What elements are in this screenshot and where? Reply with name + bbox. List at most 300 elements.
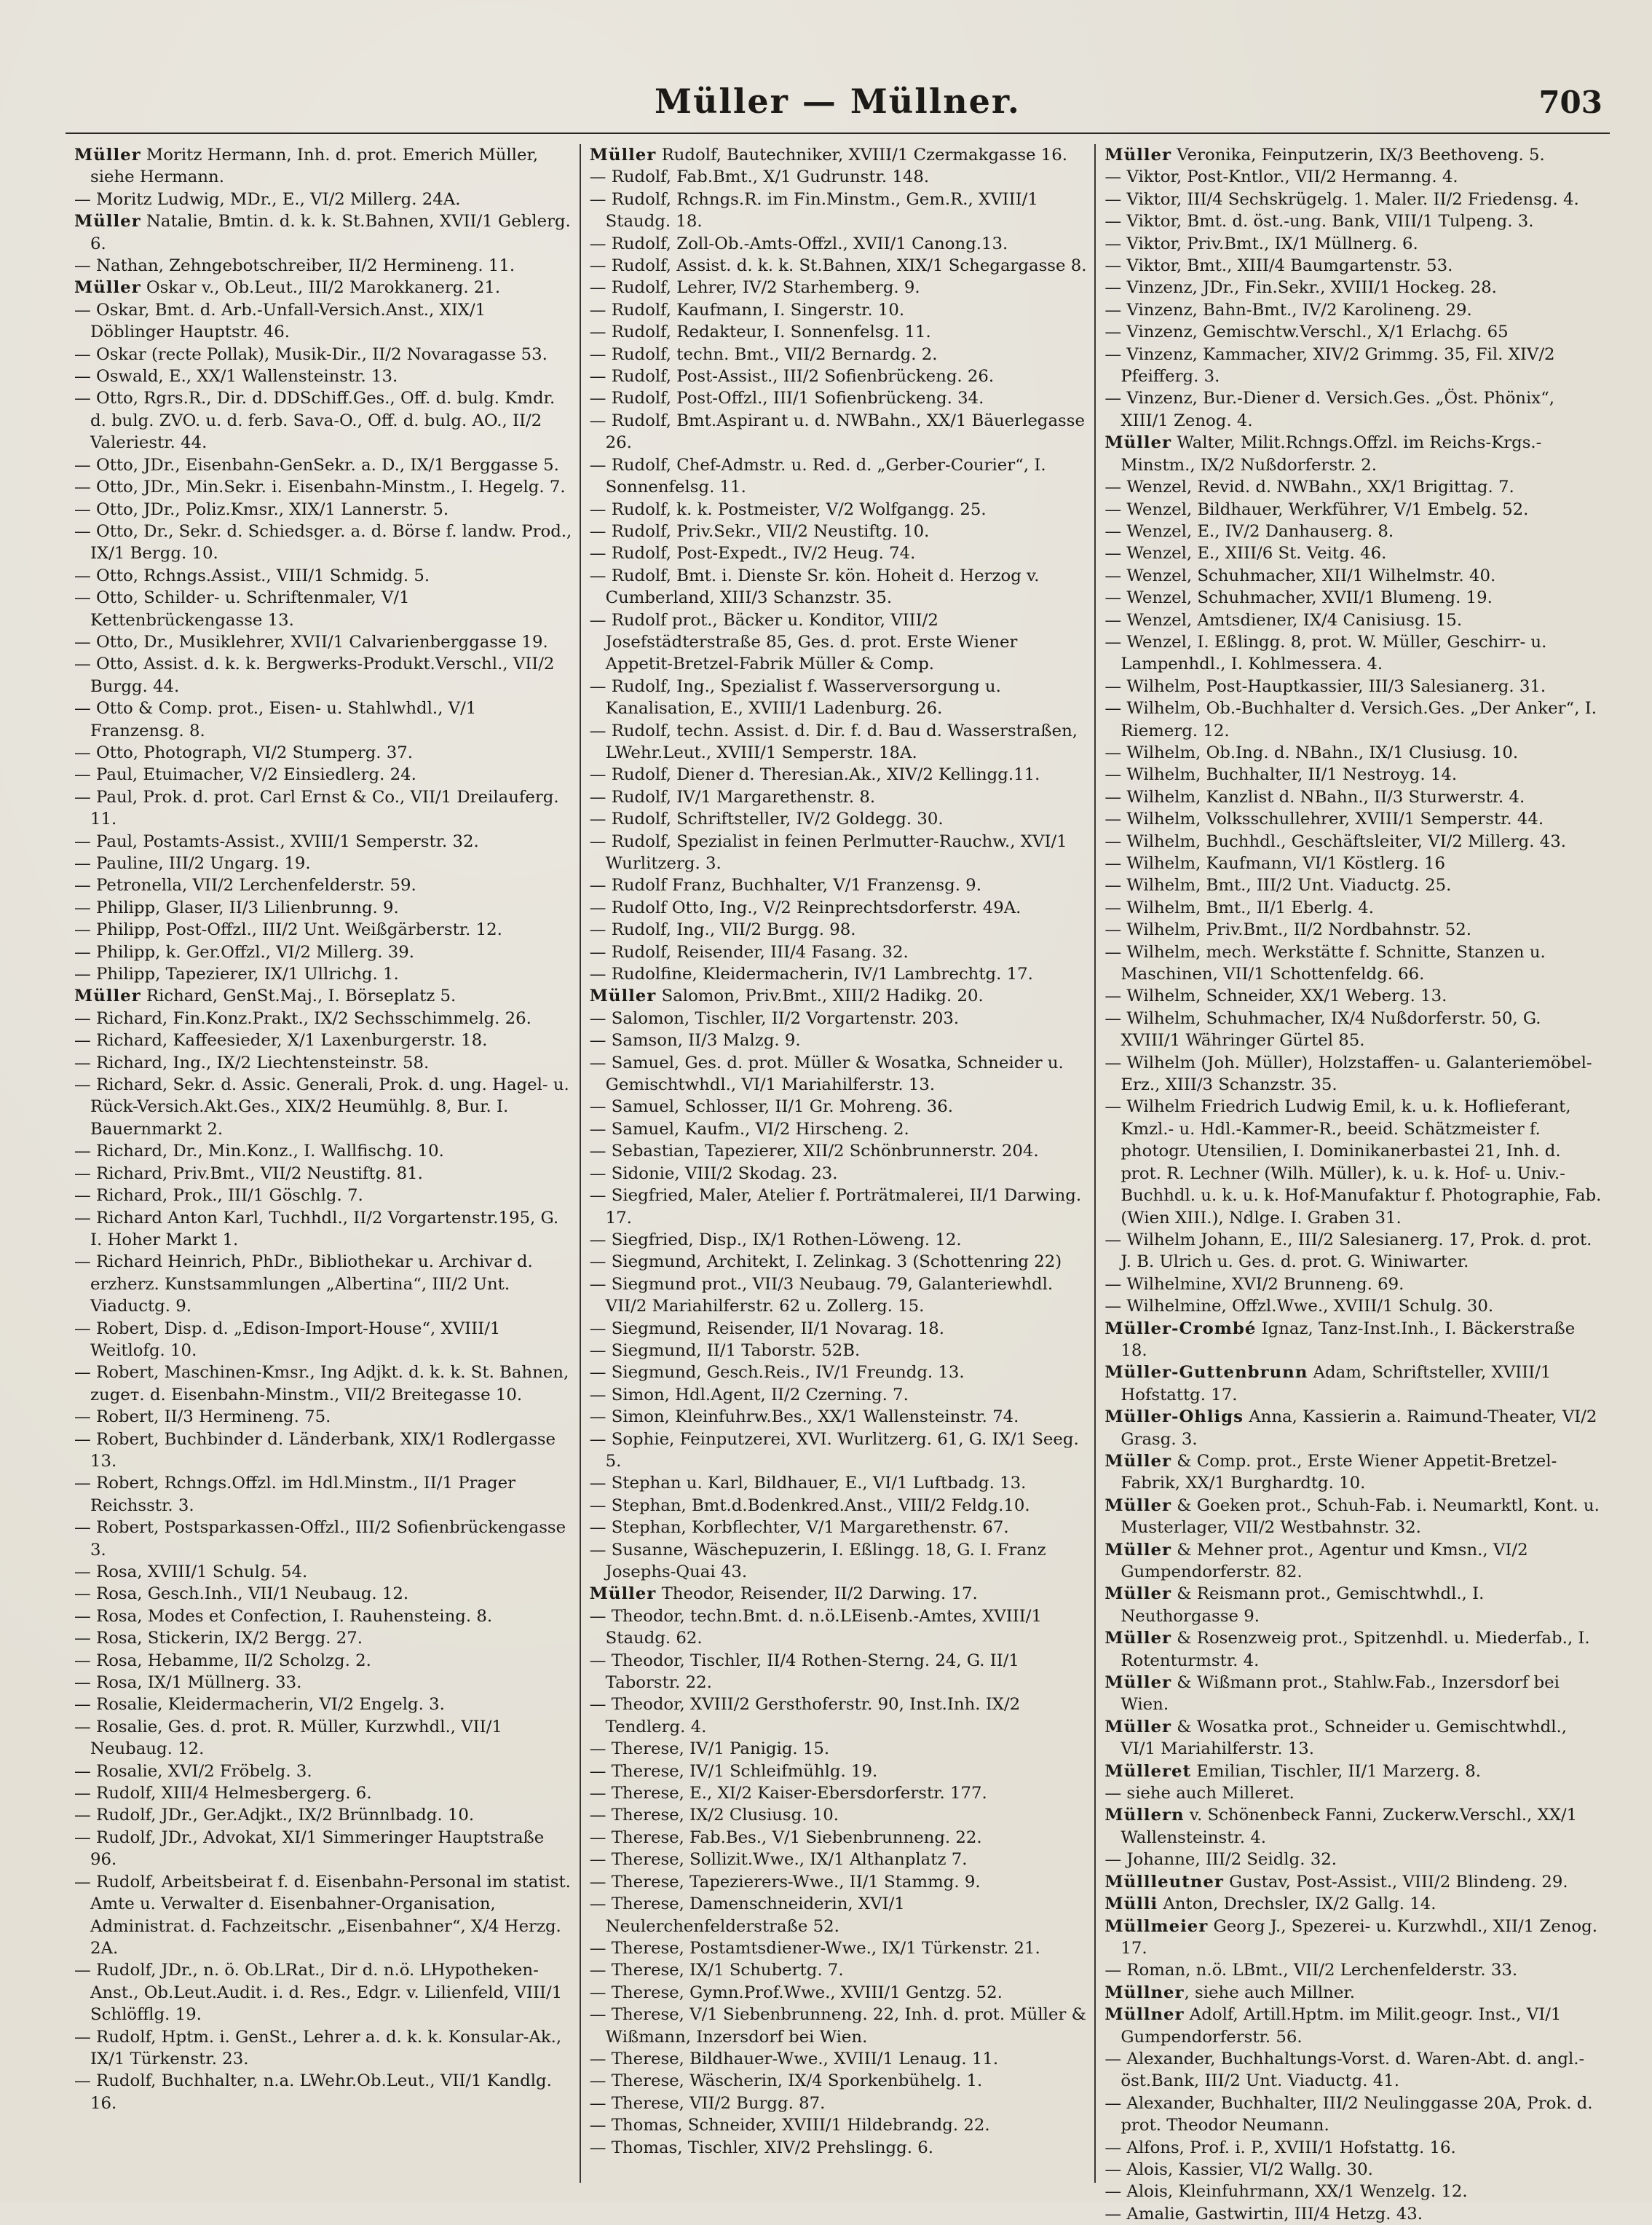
entry-text: — Rudolf, techn. Bmt., VII/2 Bernardg. 2. — [589, 344, 938, 364]
directory-entry — [1103, 1916, 1602, 1960]
entry-text: Emilian, Tischler, II/1 Marzerg. 8. — [1191, 1761, 1481, 1781]
entry-text: — Rudolf, k. k. Postmeister, V/2 Wolfgangg. 25. — [589, 499, 987, 519]
directory-entry — [1103, 1052, 1602, 1096]
entry-text: — Therese, VII/2 Burgg. 87. — [589, 2093, 826, 2113]
entry-text: — Wilhelm, Kanzlist d. NBahn., II/3 Sturwerstr. 4. — [1104, 787, 1525, 807]
directory-columns — [66, 144, 1610, 2224]
directory-entry — [1103, 1716, 1602, 1760]
entry-text: — Vinzenz, Bur.-Diener d. Versich.Ges. „Öst. Phönix“, XIII/1 Zenog. 4. — [1104, 389, 1555, 430]
entry-text: — Johanne, III/2 Seidlg. 32. — [1104, 1850, 1337, 1870]
directory-entry — [588, 1893, 1088, 1937]
directory-entry — [1103, 831, 1602, 853]
entry-text: — Siegmund prot., VII/3 Neubaug. 79, Galanteriewhdl. VII/2 Mariahilferstr. 62 u. Zollerg. 15. — [589, 1274, 1054, 1316]
directory-entry — [1103, 941, 1602, 986]
directory-entry — [588, 1052, 1088, 1096]
entry-text: — Rudolf, Bmt.Aspirant u. d. NWBahn., XX/1 Bäuerlegasse 26. — [589, 411, 1085, 453]
entry-text: Adolf, Artill.Hptm. im Milit.geogr. Inst., VI/1 Gumpendorferstr. 56. — [1121, 2005, 1562, 2047]
entry-text: — Wenzel, Bildhauer, Werkführer, V/1 Embelg. 52. — [1104, 499, 1529, 519]
directory-entry — [588, 1340, 1088, 1362]
directory-entry — [588, 1096, 1088, 1118]
directory-entry — [1103, 1959, 1602, 1981]
directory-entry — [73, 1406, 572, 1428]
directory-entry — [588, 1650, 1088, 1694]
entry-text: — Otto, Schilder- u. Schriftenmaler, V/1 Kettenbrückengasse 13. — [74, 588, 410, 630]
entry-text: — Rudolf, Lehrer, IV/2 Starhemberg. 9. — [589, 278, 920, 298]
entry-text: — Oswald, E., XX/1 Wallensteinstr. 13. — [74, 367, 398, 387]
directory-entry — [1103, 210, 1602, 232]
entry-text: — Rudolfine, Kleidermacherin, IV/1 Lambrechtg. 17. — [589, 965, 1033, 984]
entry-text: — Wilhelm, Schneider, XX/1 Weberg. 13. — [1104, 987, 1447, 1006]
directory-entry — [588, 1782, 1088, 1804]
entry-text: — Vinzenz, Kammacher, XIV/2 Grimmg. 35, Fil. XIV/2 Pfeifferg. 3. — [1104, 344, 1555, 387]
directory-entry — [588, 963, 1088, 985]
directory-entry — [588, 1008, 1088, 1029]
entry-text: — Thomas, Tischler, XIV/2 Prehslingg. 6. — [589, 2138, 933, 2157]
entry-text: — Paul, Etuimacher, V/2 Einsiedlerg. 24. — [74, 765, 416, 785]
entry-text: — Paul, Postamts-Assist., XVIII/1 Semperstr. 32. — [74, 831, 479, 851]
entry-text: — Therese, Postamtsdiener-Wwe., IX/1 Türkenstr. 21. — [589, 1938, 1040, 1958]
entry-text: — Viktor, Priv.Bmt., IX/1 Müllnerg. 6. — [1104, 234, 1418, 253]
entry-text: — Rudolf, JDr., n. ö. Ob.LRat., Dir d. n.ö. LHypotheken-Anst., Ob.Leut.Audit. i. d. Res., Edgr. v. Lilienfeld, VIII/1 Schlöfflg. 19. — [74, 1961, 563, 2025]
directory-entry — [1103, 742, 1602, 764]
directory-entry — [1103, 1362, 1602, 1406]
entry-text: — Rudolf prot., Bäcker u. Konditor, VIII/2 Josefstädterstraße 85, Ges. d. prot. Erste Wiener Appetit-Bretzel-Fabrik Müller & Comp. — [589, 610, 1018, 674]
entry-text: — Richard, Dr., Min.Konz., I. Wallfischg. 10. — [74, 1142, 444, 1161]
entry-text: — Wilhelm, Schuhmacher, IX/4 Nußdorferstr. 50, G. XVIII/1 Währinger Gürtel 85. — [1104, 1008, 1541, 1051]
entry-text: — Rudolf, Ing., VII/2 Burgg. 98. — [589, 920, 856, 940]
directory-entry — [1103, 676, 1602, 697]
entry-text: — Wilhelm, Ob.Ing. d. NBahn., IX/1 Clusiusg. 10. — [1104, 743, 1519, 762]
directory-entry — [1103, 919, 1602, 941]
entry-text: — Rosalie, XVI/2 Fröbelg. 3. — [74, 1761, 312, 1781]
entry-text: — Samuel, Ges. d. prot. Müller & Wosatka, Schneider u. Gemischtwhdl., VI/1 Mariahilferstr. 13. — [589, 1053, 1064, 1095]
entry-text: — Philipp, k. Ger.Offzl., VI/2 Millerg. 39. — [74, 942, 415, 962]
directory-entry — [1103, 344, 1602, 388]
entry-surname: Müller — [74, 987, 141, 1006]
directory-entry — [588, 985, 1088, 1007]
directory-entry — [1103, 2048, 1602, 2092]
directory-entry — [588, 1804, 1088, 1826]
directory-entry — [588, 1849, 1088, 1870]
directory-entry — [73, 786, 572, 831]
entry-text: — Otto, Rchngs.Assist., VIII/1 Schmidg. 5. — [74, 566, 430, 585]
directory-entry — [1103, 476, 1602, 498]
entry-text: & Wißmann prot., Stahlw.Fab., Inzersdorf bei Wien. — [1121, 1673, 1560, 1715]
entry-text: — Richard, Priv.Bmt., VII/2 Neustiftg. 81. — [74, 1163, 423, 1183]
entry-text: — Viktor, Bmt. d. öst.-ung. Bank, VIII/1 Tulpeng. 3. — [1104, 212, 1534, 232]
directory-entry — [588, 1185, 1088, 1229]
entry-text: — Siegmund, Gesch.Reis., IV/1 Freundg. 13. — [589, 1363, 965, 1383]
entry-text: — Wilhelm Friedrich Ludwig Emil, k. u. k. Hoflieferant, Kmzl.- u. Hdl.-Kammer-R., beeid. Schätzmeister f. photogr. Utensilien, I. Dominikanerbastei 21, Inh. d. prot. R. Lechner (Wilh. Müller), k. u. k. Hof- u. Univ.-Buchhdl. u. k. u. k. Hof-Manufaktur f. Photographie, Fab. (Wien XIII.), Ndlge. I. Graben 31. — [1104, 1097, 1602, 1228]
entry-text: — Rosa, XVIII/1 Schulg. 54. — [74, 1562, 308, 1581]
directory-entry — [588, 1539, 1088, 1584]
entry-text: — Alois, Kleinfuhrmann, XX/1 Wenzelg. 12. — [1104, 2182, 1468, 2202]
directory-entry — [588, 1118, 1088, 1140]
directory-entry — [1103, 277, 1602, 299]
directory-entry — [1103, 1627, 1602, 1672]
entry-text: — Rosalie, Ges. d. prot. R. Müller, Kurzwhdl., VII/1 Neubaug. 12. — [74, 1717, 502, 1759]
entry-surname: Mülleret — [1104, 1761, 1192, 1781]
entry-text: — Rudolf, IV/1 Margarethenstr. 8. — [589, 787, 876, 807]
directory-entry — [1103, 1273, 1602, 1295]
entry-text: — Therese, E., XI/2 Kaiser-Ebersdorferstr. 177. — [589, 1784, 987, 1803]
directory-entry — [588, 233, 1088, 255]
entry-text: — Vinzenz, JDr., Fin.Sekr., XVIII/1 Hockeg. 28. — [1104, 278, 1497, 298]
entry-text: — Stephan, Korbflechter, V/1 Margarethenstr. 67. — [589, 1518, 1009, 1538]
directory-entry — [73, 1472, 572, 1517]
entry-text: & Wosatka prot., Schneider u. Gemischtwhdl., VI/1 Mariahilferstr. 13. — [1121, 1717, 1568, 1759]
entry-surname: Müller — [74, 146, 141, 165]
entry-surname: Müller — [74, 278, 141, 298]
entry-text: — Viktor, Bmt., XIII/4 Baumgartenstr. 53. — [1104, 256, 1453, 276]
entry-text: — Rudolf, Chef-Admstr. u. Red. d. „Gerber-Courier“, I. Sonnenfelsg. 11. — [589, 455, 1046, 497]
directory-entry — [588, 410, 1088, 454]
directory-entry — [1103, 1229, 1602, 1273]
directory-entry — [588, 808, 1088, 830]
entry-text: — Rosa, Stickerin, IX/2 Bergg. 27. — [74, 1629, 363, 1648]
directory-entry — [1103, 1982, 1602, 2004]
directory-entry — [1103, 1871, 1602, 1893]
entry-text: Anton, Drechsler, IX/2 Gallg. 14. — [1158, 1894, 1436, 1914]
entry-text: — Rudolf, Schriftsteller, IV/2 Goldegg. 30. — [589, 810, 944, 829]
entry-surname: Müllner — [1104, 1983, 1185, 2002]
directory-entry — [1103, 1295, 1602, 1317]
directory-entry — [588, 919, 1088, 941]
directory-entry — [588, 1605, 1088, 1650]
directory-entry — [73, 1318, 572, 1362]
entry-surname: Müller — [589, 1584, 657, 1604]
entry-text: — Wilhelmine, XVI/2 Brunneng. 69. — [1104, 1274, 1404, 1294]
entry-text: Rudolf, Bautechniker, XVIII/1 Czermakgasse 16. — [656, 146, 1068, 165]
entry-surname: Müllern — [1104, 1806, 1185, 1825]
directory-entry — [588, 542, 1088, 564]
entry-text: — Wenzel, Revid. d. NWBahn., XX/1 Brigittag. 7. — [1104, 478, 1514, 497]
entry-text: — Wilhelm, Volksschullehrer, XVIII/1 Semperstr. 44. — [1104, 810, 1544, 829]
entry-surname: Müller — [1104, 1584, 1171, 1604]
directory-entry — [1103, 897, 1602, 919]
directory-entry — [73, 919, 572, 941]
directory-entry — [73, 1583, 572, 1605]
directory-entry — [73, 1428, 572, 1473]
entry-text: & Mehner prot., Agentur und Kmsn., VI/2 Gumpendorferstr. 82. — [1121, 1540, 1528, 1581]
directory-entry — [588, 1229, 1088, 1251]
directory-entry — [588, 1163, 1088, 1185]
entry-surname: Müller — [1104, 146, 1171, 165]
entry-text: — Siegmund, Reisender, II/1 Novarag. 18. — [589, 1319, 944, 1338]
entry-text: — Samson, II/3 Malzg. 9. — [589, 1031, 801, 1051]
entry-text: — Therese, IV/1 Schleifmühlg. 19. — [589, 1761, 878, 1781]
entry-surname: Müller — [1104, 1451, 1171, 1471]
directory-entry — [1103, 874, 1602, 896]
column-3 — [1096, 144, 1610, 2224]
directory-entry — [73, 1074, 572, 1140]
entry-text: — Rudolf, Assist. d. k. k. St.Bahnen, XIX/1 Schegargasse 8. — [589, 256, 1087, 276]
entry-text: — Rudolf, Spezialist in feinen Perlmutter-Rauchw., XVI/1 Wurlitzerg. 3. — [589, 831, 1067, 873]
entry-text: — Rosa, Gesch.Inh., VII/1 Neubaug. 12. — [74, 1584, 409, 1604]
entry-text: — Viktor, Post-Kntlor., VII/2 Hermanng. 4. — [1104, 167, 1458, 187]
directory-entry — [588, 1406, 1088, 1428]
directory-entry — [73, 1827, 572, 1871]
entry-text: — Wilhelm, Kaufmann, VI/1 Köstlerg. 16 — [1104, 854, 1446, 873]
entry-text: — Otto, JDr., Min.Sekr. i. Eisenbahn-Minstm., I. Hegelg. 7. — [74, 478, 566, 497]
directory-entry — [588, 1362, 1088, 1383]
entry-text: — Wenzel, E., XIII/6 St. Veitg. 46. — [1104, 544, 1387, 564]
entry-surname: Müller — [1104, 1717, 1171, 1736]
directory-entry — [1103, 499, 1602, 521]
entry-text: — Richard, Ing., IX/2 Liechtensteinstr. 58. — [74, 1053, 430, 1072]
entry-text: — Simon, Kleinfuhrw.Bes., XX/1 Wallensteinstr. 74. — [589, 1407, 1019, 1427]
entry-text: — Rosalie, Kleidermacherin, VI/2 Engelg. 3. — [74, 1695, 445, 1715]
directory-entry — [1103, 853, 1602, 874]
directory-entry — [588, 1694, 1088, 1738]
entry-text: — Salomon, Tischler, II/2 Vorgartenstr. 203. — [589, 1008, 960, 1028]
directory-entry — [1103, 786, 1602, 808]
entry-text: — Wilhelm, mech. Werkstätte f. Schnitte, Stanzen u. Maschinen, VII/1 Schottenfeldg. 66. — [1104, 942, 1546, 984]
directory-entry — [73, 742, 572, 764]
directory-entry — [73, 1650, 572, 1672]
directory-entry — [1103, 432, 1602, 476]
directory-entry — [588, 255, 1088, 277]
directory-entry — [73, 1517, 572, 1561]
directory-entry — [588, 1428, 1088, 1473]
entry-text: — Rudolf, Post-Expedt., IV/2 Heug. 74. — [589, 544, 916, 564]
entry-text: — Philipp, Tapezierer, IX/1 Ullrichg. 1. — [74, 965, 399, 984]
entry-surname: Mülli — [1104, 1894, 1158, 1914]
directory-entry — [588, 609, 1088, 676]
directory-entry — [1103, 609, 1602, 631]
directory-entry — [73, 454, 572, 476]
directory-entry — [588, 1982, 1088, 2004]
directory-entry — [73, 1008, 572, 1029]
entry-text: — Alois, Kassier, VI/2 Wallg. 30. — [1104, 2159, 1373, 2179]
entry-surname: Müller — [589, 146, 657, 165]
directory-entry — [73, 653, 572, 697]
entry-text: — Rudolf Franz, Buchhalter, V/1 Franzensg. 9. — [589, 876, 981, 896]
entry-text: & Rosenzweig prot., Spitzenhdl. u. Miederfab., I. Rotenturmstr. 4. — [1121, 1629, 1590, 1670]
directory-entry — [588, 321, 1088, 343]
directory-entry — [1103, 166, 1602, 188]
directory-entry — [588, 299, 1088, 321]
entry-text: — Rosa, Hebamme, II/2 Scholzg. 2. — [74, 1651, 371, 1670]
directory-entry — [588, 2114, 1088, 2136]
directory-entry — [588, 2070, 1088, 2092]
entry-text: — Rudolf, Arbeitsbeirat f. d. Eisenbahn-Personal im statist. Amte u. Verwalter d. Eisenbahner-Organisation, Administrat. d. Fachzeitschr. „Eisenbahner“, X/4 Herzg. 2A. — [74, 1872, 571, 1958]
directory-entry — [588, 2048, 1088, 2070]
entry-text: — Therese, Wäscherin, IX/4 Sporkenbühelg. 1. — [589, 2071, 983, 2091]
directory-entry — [588, 1738, 1088, 1760]
directory-entry — [73, 210, 572, 255]
entry-text: Theodor, Reisender, II/2 Darwing. 17. — [656, 1584, 978, 1604]
running-head: Müller — Müllner. — [655, 82, 1021, 121]
entry-text: — Rosa, Modes et Confection, I. Rauhensteing. 8. — [74, 1606, 493, 1626]
directory-entry — [1103, 1782, 1602, 1804]
entry-text: — Rudolf, Buchhalter, n.a. LWehr.Ob.Leut., VII/1 Kandlg. 16. — [74, 2071, 552, 2113]
directory-entry — [73, 1959, 572, 2026]
entry-text: — Wilhelm, Post-Hauptkassier, III/3 Salesianerg. 31. — [1104, 676, 1546, 696]
directory-entry — [1103, 1495, 1602, 1539]
directory-entry — [1103, 1008, 1602, 1052]
entry-text: v. Schönenbeck Fanni, Zuckerw.Verschl., XX/1 Wallensteinstr. 4. — [1121, 1806, 1578, 1847]
entry-text: — Rudolf, Post-Offzl., III/1 Sofienbrückeng. 34. — [589, 389, 984, 408]
directory-entry — [73, 1052, 572, 1074]
directory-entry — [588, 565, 1088, 609]
entry-text: — Rudolf, Ing., Spezialist f. Wasserversorgung u. Kanalisation, E., XVIII/1 Ladenburg. 26. — [589, 676, 1001, 719]
entry-text: Georg J., Spezerei- u. Kurzwhdl., XII/1 Zenog. 17. — [1121, 1916, 1597, 1958]
page-header — [66, 82, 1610, 134]
entry-text: Anna, Kassierin a. Raimund-Theater, VI/2 Grasg. 3. — [1121, 1407, 1597, 1449]
directory-entry — [73, 1716, 572, 1760]
entry-text: — Wilhelm (Joh. Müller), Holzstaffen- u. Galanteriemöbel-Erz., XIII/3 Schanzstr. 35. — [1104, 1053, 1592, 1095]
entry-text: — Vinzenz, Bahn-Bmt., IV/2 Karolineng. 29. — [1104, 300, 1472, 320]
entry-text: — Siegfried, Maler, Atelier f. Porträtmalerei, II/1 Darwing. 17. — [589, 1186, 1082, 1228]
directory-entry — [73, 1782, 572, 1804]
directory-entry — [588, 1318, 1088, 1340]
entry-text: — Rudolf, Rchngs.R. im Fin.Minstm., Gem.R., XVIII/1 Staudg. 18. — [589, 189, 1038, 232]
entry-text: — Richard, Fin.Konz.Prakt., IX/2 Sechsschimmelg. 26. — [74, 1008, 531, 1028]
entry-text: — Alexander, Buchhalter, III/2 Neulinggasse 20A, Prok. d. prot. Theodor Neumann. — [1104, 2093, 1593, 2135]
entry-text: Walter, Milit.Rchngs.Offzl. im Reichs-Krgs.-Minstm., IX/2 Nußdorferstr. 2. — [1121, 433, 1542, 475]
directory-entry — [1103, 1096, 1602, 1228]
directory-entry — [73, 144, 572, 189]
entry-text: — Rudolf, Diener d. Theresian.Ak., XIV/2 Kellingg.11. — [589, 765, 1040, 785]
entry-text: Ignaz, Tanz-Inst.Inh., I. Bäckerstraße 18. — [1121, 1319, 1576, 1360]
directory-entry — [73, 1871, 572, 1960]
directory-entry — [588, 1827, 1088, 1849]
directory-entry — [73, 587, 572, 631]
entry-text: — Rudolf, Hptm. i. GenSt., Lehrer a. d. k. k. Konsular-Ak., IX/1 Türkenstr. 23. — [74, 2027, 562, 2068]
entry-text: — Wenzel, Schuhmacher, XII/1 Wilhelmstr. 40. — [1104, 566, 1496, 585]
directory-entry — [1103, 587, 1602, 609]
entry-text: — siehe auch Milleret. — [1104, 1784, 1295, 1803]
directory-entry — [588, 454, 1088, 499]
directory-entry — [588, 1959, 1088, 1981]
entry-text: — Alexander, Buchhaltungs-Vorst. d. Waren-Abt. d. angl.-öst.Bank, III/2 Unt. Viaductg. 41. — [1104, 2049, 1585, 2091]
directory-entry — [1103, 1672, 1602, 1716]
directory-entry — [73, 963, 572, 985]
entry-text: Richard, GenSt.Maj., I. Börseplatz 5. — [141, 987, 457, 1006]
directory-entry — [1103, 2181, 1602, 2202]
directory-entry — [1103, 808, 1602, 830]
entry-text: — Otto, Dr., Sekr. d. Schiedsger. a. d. Börse f. landw. Prod., IX/1 Bergg. 10. — [74, 521, 572, 564]
directory-entry — [1103, 1450, 1602, 1495]
directory-entry — [588, 831, 1088, 875]
entry-text: — Wenzel, Schuhmacher, XVII/1 Blumeng. 19. — [1104, 588, 1493, 608]
entry-text: — Therese, IV/1 Panigig. 15. — [589, 1739, 830, 1759]
directory-entry — [73, 631, 572, 653]
directory-entry — [73, 697, 572, 742]
directory-entry — [588, 1273, 1088, 1318]
entry-text: — Wilhelm, Bmt., III/2 Unt. Viaductg. 25. — [1104, 876, 1452, 896]
directory-entry — [588, 676, 1088, 720]
entry-text: — Robert, Buchbinder d. Länderbank, XIX/1 Rodlergasse 13. — [74, 1429, 556, 1471]
directory-entry — [1103, 144, 1602, 166]
directory-entry — [73, 521, 572, 565]
directory-entry — [73, 1029, 572, 1051]
entry-text: — Rudolf, Fab.Bmt., X/1 Gudrunstr. 148. — [589, 167, 930, 187]
directory-entry — [73, 2070, 572, 2114]
directory-entry — [1103, 1760, 1602, 1782]
entry-text: — Sophie, Feinputzerei, XVI. Wurlitzerg. 61, G. IX/1 Seeg. 5. — [589, 1429, 1079, 1471]
entry-text: & Goeken prot., Schuh-Fab. i. Neumarktl, Kont. u. Musterlager, VII/2 Westbahnstr. 32. — [1121, 1495, 1600, 1538]
entry-text: — Wilhelmine, Offzl.Wwe., XVIII/1 Schulg. 30. — [1104, 1297, 1494, 1316]
directory-entry — [1103, 1406, 1602, 1450]
directory-entry — [588, 1472, 1088, 1494]
entry-text: — Susanne, Wäschepuzerin, I. Eßlingg. 18, G. I. Franz Josephs-Quai 43. — [589, 1540, 1046, 1581]
entry-text: — Rudolf, XIII/4 Helmesbergerg. 6. — [74, 1784, 372, 1803]
directory-entry — [588, 1871, 1088, 1893]
entry-text: — Robert, Rchngs.Offzl. im Hdl.Minstm., II/1 Prager Reichsstr. 3. — [74, 1474, 516, 1515]
entry-text: — Therese, Tapezierers-Wwe., II/1 Stammg. 9. — [589, 1872, 981, 1892]
directory-entry — [73, 1760, 572, 1782]
directory-entry — [588, 521, 1088, 542]
directory-entry — [1103, 521, 1602, 542]
directory-entry — [73, 565, 572, 587]
entry-text: — Theodor, Tischler, II/4 Rothen-Sterng. 24, G. II/1 Taborstr. 22. — [589, 1651, 1019, 1693]
directory-entry — [588, 277, 1088, 299]
directory-entry — [73, 499, 572, 521]
entry-text: — Robert, Postsparkassen-Offzl., III/2 Sofienbrückengasse 3. — [74, 1518, 566, 1560]
directory-entry — [1103, 2092, 1602, 2137]
entry-text: — Therese, Bildhauer-Wwe., XVIII/1 Lenaug. 11. — [589, 2049, 999, 2068]
entry-text: — Richard, Kaffeesieder, X/1 Laxenburgerstr. 18. — [74, 1031, 488, 1051]
directory-entry — [1103, 2203, 1602, 2225]
directory-entry — [588, 1140, 1088, 1162]
entry-text: — Wilhelm, Buchhalter, II/1 Nestroyg. 14. — [1104, 765, 1458, 785]
entry-text: — Wenzel, I. Eßlingg. 8, prot. W. Müller, Geschirr- u. Lampenhdl., I. Kohlmessera. 4. — [1104, 632, 1547, 674]
directory-entry — [588, 786, 1088, 808]
entry-text: — Siegfried, Disp., IX/1 Rothen-Löweng. 12. — [589, 1230, 962, 1249]
directory-entry — [1103, 387, 1602, 432]
entry-surname: Müller-Guttenbrunn — [1104, 1363, 1308, 1383]
directory-entry — [588, 1251, 1088, 1273]
entry-text: — Nathan, Zehngebotschreiber, II/2 Hermineng. 11. — [74, 256, 515, 276]
entry-text: — Wilhelm, Bmt., II/1 Eberlg. 4. — [1104, 898, 1375, 917]
directory-entry — [588, 874, 1088, 896]
directory-entry — [588, 344, 1088, 365]
entry-text: — Otto & Comp. prot., Eisen- u. Stahlwhdl., V/1 Franzensg. 8. — [74, 699, 477, 740]
directory-entry — [588, 387, 1088, 409]
directory-entry — [73, 1694, 572, 1715]
entry-text: — Wilhelm, Ob.-Buchhalter d. Versich.Ges. „Der Anker“, I. Riemerg. 12. — [1104, 699, 1597, 740]
entry-text: — Rosa, IX/1 Müllnerg. 33. — [74, 1673, 302, 1693]
directory-entry — [1103, 1318, 1602, 1362]
entry-text: — Therese, Fab.Bes., V/1 Siebenbrunneng. 22. — [589, 1827, 982, 1847]
entry-text: , siehe auch Millner. — [1184, 1983, 1355, 2002]
directory-entry — [1103, 542, 1602, 564]
entry-surname: Müller — [74, 212, 141, 232]
entry-surname: Müller — [589, 987, 657, 1006]
entry-text: Natalie, Bmtin. d. k. k. St.Bahnen, XVII/1 Geblerg. 6. — [90, 212, 571, 253]
entry-surname: Müllmeier — [1104, 1916, 1209, 1936]
directory-entry — [73, 941, 572, 963]
entry-surname: Müller-Ohligs — [1104, 1407, 1244, 1427]
directory-entry — [1103, 233, 1602, 255]
entry-text: — Stephan, Bmt.d.Bodenkred.Anst., VIII/2 Feldg.10. — [589, 1495, 1030, 1515]
directory-entry — [73, 387, 572, 454]
entry-text: Gustav, Post-Assist., VIII/2 Blindeng. 29. — [1223, 1872, 1568, 1892]
entry-text: — Therese, Damenschneiderin, XVI/1 Neulerchenfelderstraße 52. — [589, 1894, 905, 1936]
entry-text: — Rudolf, Kaufmann, I. Singerstr. 10. — [589, 300, 905, 320]
directory-entry — [1103, 631, 1602, 676]
entry-text: — Rudolf Otto, Ing., V/2 Reinprechtsdorferstr. 49A. — [589, 898, 1021, 917]
entry-text: — Rudolf, JDr., Ger.Adjkt., IX/2 Brünnlbadg. 10. — [74, 1806, 475, 1825]
directory-entry — [588, 2137, 1088, 2159]
entry-text: — Viktor, III/4 Sechskrügelg. 1. Maler. II/2 Friedensg. 4. — [1104, 189, 1579, 209]
directory-entry — [1103, 2159, 1602, 2181]
directory-entry — [73, 255, 572, 277]
entry-text: — Siegmund, Architekt, I. Zelinkag. 3 (Schottenring 22) — [589, 1252, 1062, 1272]
entry-text: — Richard, Sekr. d. Assic. Generali, Prok. d. ung. Hagel- u. Rück-Versich.Akt.Ges., XIX/2 Heumühlg. 8, Bur. I. Bauernmarkt 2. — [74, 1075, 569, 1139]
